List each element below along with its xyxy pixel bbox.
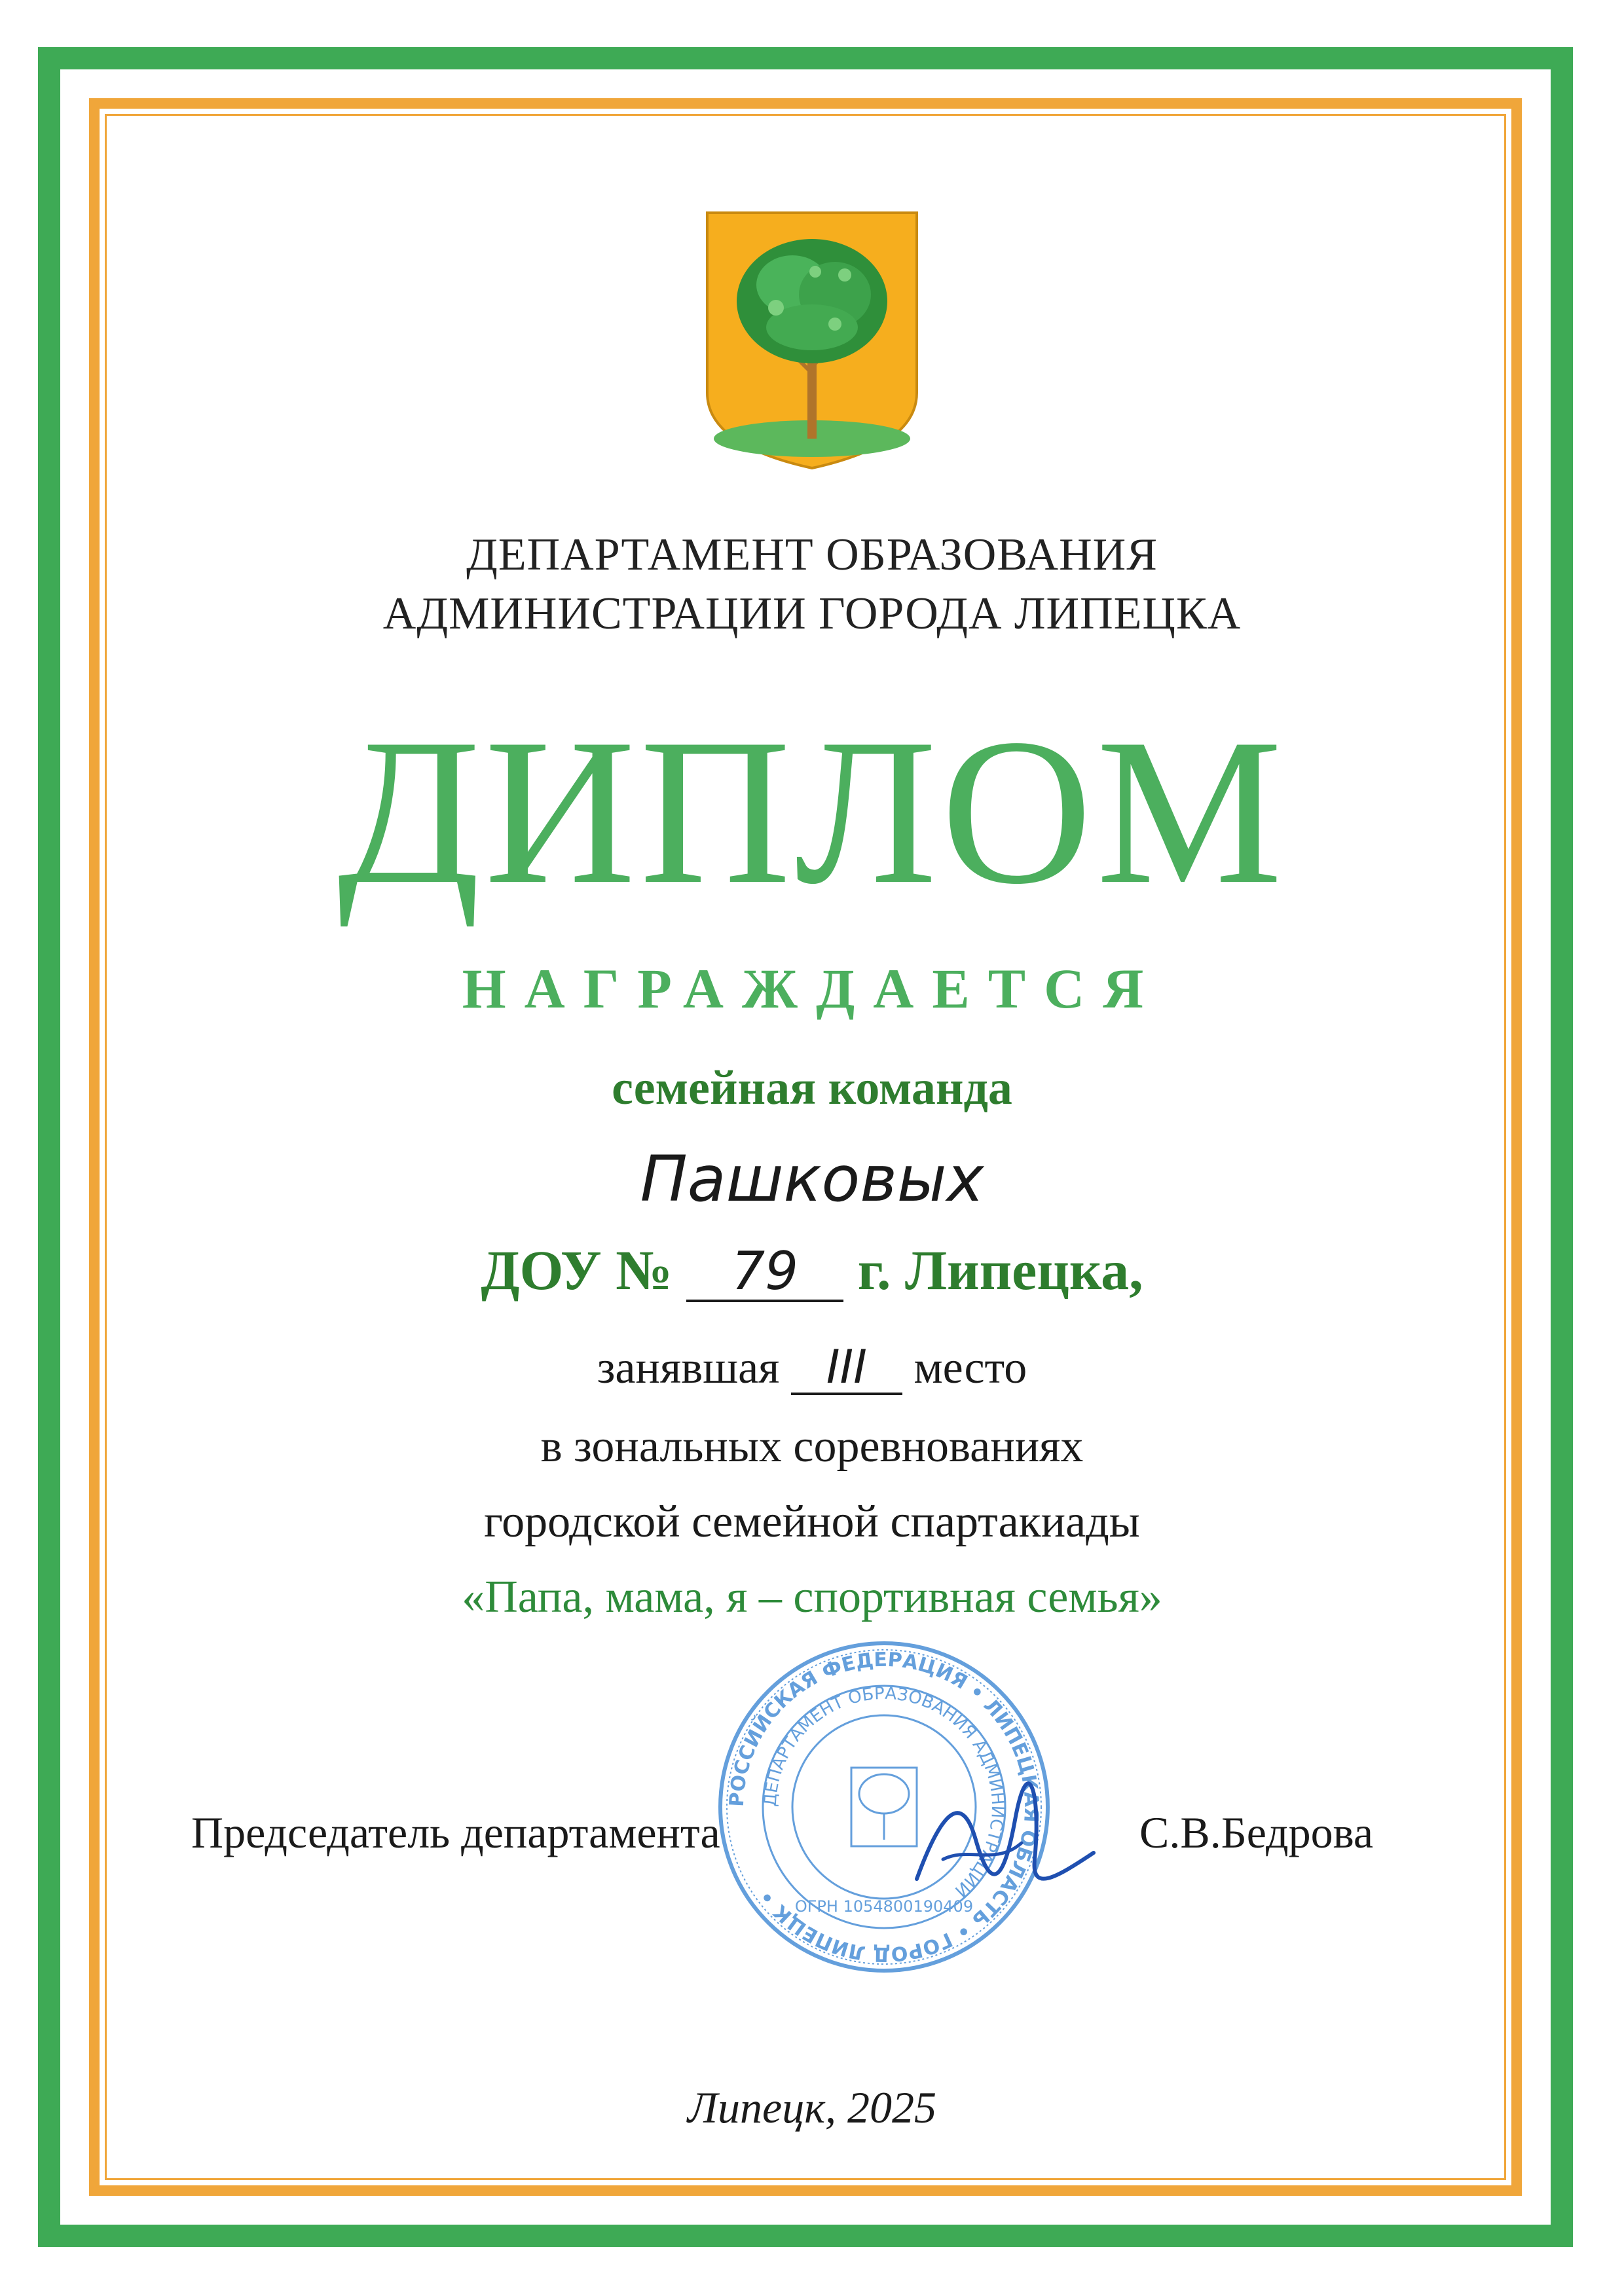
team-name-line [0, 1142, 1624, 1216]
diploma-title: ДИПЛОМ [337, 696, 1287, 928]
awarded-heading: НАГРАЖДАЕТСЯ [462, 957, 1162, 1020]
school-number-blank [686, 1241, 843, 1302]
place-blank [791, 1340, 902, 1395]
org-line-1: ДЕПАРТАМЕНТ ОБРАЗОВАНИЯ [466, 530, 1158, 580]
stamp-inner-text: ДЕПАРТАМЕНТ ОБРАЗОВАНИЯ АДМИНИСТРАЦИИ [760, 1683, 1008, 1901]
competition-line-2: городской семейной спартакиады [484, 1497, 1140, 1547]
handwritten-signature-icon [904, 1781, 1100, 1912]
team-label: семейная команда [612, 1061, 1012, 1115]
school-suffix: г. Липецка, [857, 1239, 1143, 1302]
signatory-name: С.В.Бедрова [1139, 1808, 1374, 1857]
place-suffix: место [913, 1343, 1027, 1393]
signatory-position: Председатель департамента [191, 1808, 720, 1857]
school-number-handwritten: 79 [731, 1241, 799, 1302]
org-line-2: АДМИНИСТРАЦИИ ГОРОДА ЛИПЕЦКА [382, 589, 1242, 639]
place-line [0, 1342, 1624, 1395]
team-name-handwritten: Пашковых [640, 1142, 984, 1216]
place-handwritten: III [826, 1340, 867, 1394]
coat-of-arms-icon [704, 210, 920, 471]
place-and-year: Липецк, 2025 [687, 2083, 937, 2132]
school-line [0, 1237, 1624, 1303]
stamp-outer-text: РОССИЙСКАЯ ФЕДЕРАЦИЯ • ЛИПЕЦКАЯ ОБЛАСТЬ • ГОРОД ЛИПЕЦК • [725, 1648, 1043, 1966]
stamp-ogrn: ОГРН 1054800190409 [794, 1897, 974, 1916]
school-prefix: ДОУ № [481, 1239, 673, 1302]
event-name: «Папа, мама, я – спортивная семья» [462, 1572, 1162, 1622]
competition-line-1: в зональных соревнованиях [540, 1421, 1084, 1472]
place-prefix: занявшая [597, 1343, 780, 1393]
